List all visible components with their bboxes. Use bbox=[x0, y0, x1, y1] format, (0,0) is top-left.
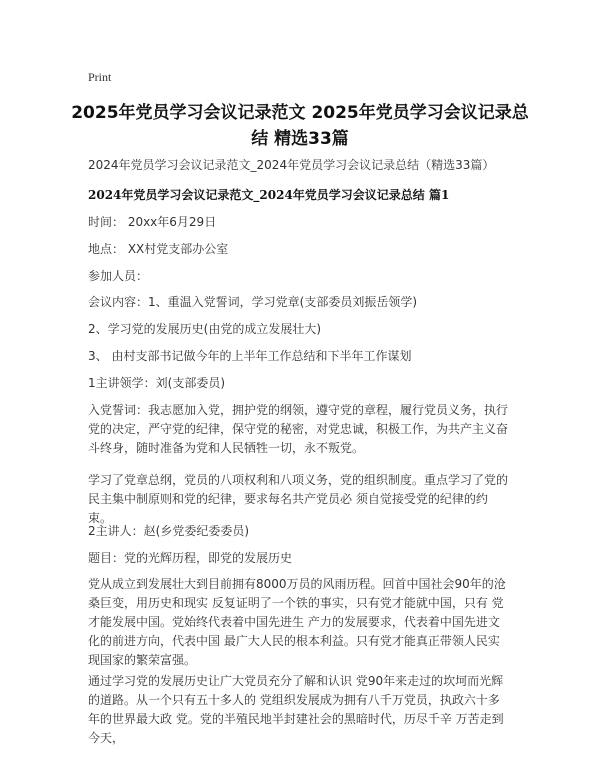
meeting-time: 时间： 20xx年6月29日 bbox=[88, 215, 217, 229]
content-item-3: 3、 由村支部书记做今年的上半年工作总结和下半年工作谋划 bbox=[88, 349, 412, 363]
speaker-2: 2主讲人：赵(乡党委纪委委员) bbox=[88, 524, 249, 538]
meeting-place: 地点： XX村党支部办公室 bbox=[88, 242, 229, 256]
subtitle: 2024年党员学习会议记录范文_2024年党员学习会议记录总结（精选33篇） bbox=[88, 158, 495, 172]
topic: 题目：党的光辉历程，即党的发展历史 bbox=[88, 551, 293, 565]
speaker-1: 1主讲领学：刘(支部委员) bbox=[88, 376, 225, 390]
content-item-1: 会议内容：1、重温入党誓词，学习党章(支部委员刘振岳领学) bbox=[88, 295, 418, 309]
article-heading: 2024年党员学习会议记录范文_2024年党员学习会议记录总结 篇1 bbox=[88, 188, 450, 202]
page-title: 2025年党员学习会议记录范文 2025年党员学习会议记录总结 精选33篇 bbox=[71, 103, 529, 149]
print-label[interactable]: Print bbox=[88, 70, 112, 84]
history-paragraph-2: 通过学习党的发展历史让广大党员充分了解和认识 党90年来走过的坎坷而光辉的道路。从一个只有五十多人的 党组织发展成为拥有八千万党员，执政六十多年的世界最大政 党。党的半殖民地半封建社会的黑暗时代，历尽千辛 万苦走到今天， bbox=[88, 674, 504, 745]
content-item-2: 2、学习党的发展历史(由党的成立发展壮大) bbox=[88, 322, 321, 336]
history-paragraph-1: 党从成立到发展壮大到目前拥有8000万员的风雨历程。回首中国社会90年的沧桑巨变，用历史和现实 反复证明了一个铁的事实，只有党才能就中国，只有 党才能发展中国。党始终代表着中国先进生 产力的发展要求，代表着中国先进文化的前进方向，代表中国 最广大人民的根本利益。只有党才能真正带领人民实 现国家的繁荣富强。 bbox=[88, 577, 506, 667]
oath-paragraph: 入党誓词：我志愿加入党，拥护党的纲领，遵守党的章程，履行党员义务，执行党的决定，严守党的纪律，保守党的秘密，对党忠诚，积极工作，为共产主义奋斗终身，随时准备为党和人民牺牲一切，永不叛党。 bbox=[88, 403, 509, 455]
participants: 参加人员： bbox=[88, 269, 149, 283]
study-paragraph: 学习了党章总纲，党员的八项权利和八项义务，党的组织制度。重点学习了党的民主集中制原则和党的纪律，要求每名共产党员必 须自觉接受党的纪律的约束。 bbox=[88, 473, 509, 525]
